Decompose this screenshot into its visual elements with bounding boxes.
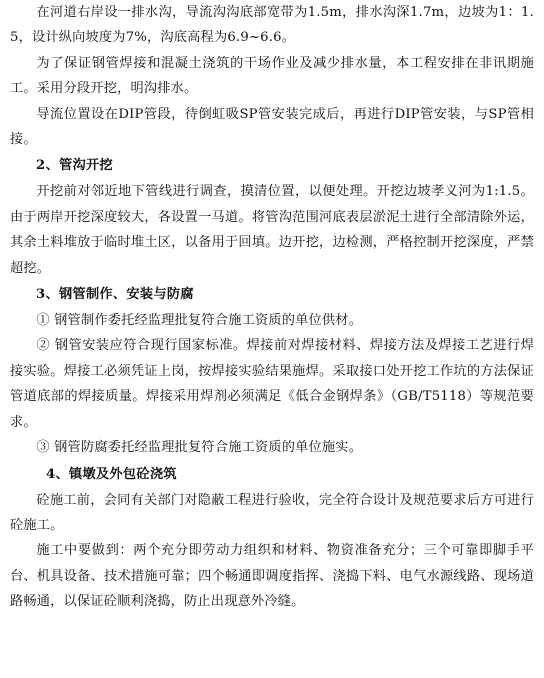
section-heading-trench-excavation: 2、管沟开挖	[36, 158, 113, 174]
paragraph-drainage-ditch: 在河道右岸设一排水沟，导流沟沟底部宽带为1.5m，排水沟深1.7m，边坡为1：1.5，设计纵向坡度为7%，沟底高程为6.9~6.6。	[10, 5, 534, 46]
list-item-pipe-installation: ② 钢管安装应符合现行国家标准。焊接前对焊接材料、焊接方法及焊接工艺进行焊接实验。焊接工必须凭证上岗，按焊接实验结果施焊。采取接口处开挖工作坑的方法保证管道底部的焊接质量。焊接采用焊剂必须满足《低合金钢焊条》（GB/T5118）等规范要求。	[10, 338, 534, 430]
list-item-pipe-fabrication: ① 钢管制作委托经监理批复符合施工资质的单位供材。	[36, 313, 363, 329]
paragraph-diversion-position: 导流位置设在DIP管段，待倒虹吸SP管安装完成后，再进行DIP管安装，与SP管相接。	[10, 106, 534, 148]
paragraph-dry-season-construction: 为了保证钢管焊接和混凝土浇筑的干场作业及减少排水量，本工程安排在非讯期施工。采用分段开挖，明沟排水。	[10, 55, 534, 97]
paragraph-excavation: 开挖前对邻近地下管线进行调查，摸清位置，以便处理。开挖边坡孝义河为1:1.5。由于两岸开挖深度较大，各设置一马道。将管沟范围河底表层淤泥土进行全部清除外运，其余土料堆放于临时堆土区，以备用于回填。边开挖，边检测，严格控制开挖深度，严禁超挖。	[10, 184, 534, 276]
paragraph-concrete-inspection: 砼施工前，会同有关部门对隐蔽工程进行验收，完全符合设计及规范要求后方可进行砼施工。	[10, 492, 534, 533]
list-item-pipe-anticorrosion: ③ 钢管防腐委托经监理批复符合施工资质的单位施实。	[36, 440, 363, 456]
paragraph-construction-requirements: 施工中要做到：两个充分即劳动力组织和材料、物资准备充分；三个可靠即脚手平台、机具设备、技术措施可靠；四个畅通即调度指挥、浇捣下料、电气水源线路、现场道路畅通，以保证砼顺利浇捣，防止出现意外冷缝。	[10, 543, 534, 610]
section-heading-steel-pipe: 3、钢管制作、安装与防腐	[36, 287, 194, 303]
section-heading-anchor-concrete: 4、镇墩及外包砼浇筑	[46, 466, 177, 482]
